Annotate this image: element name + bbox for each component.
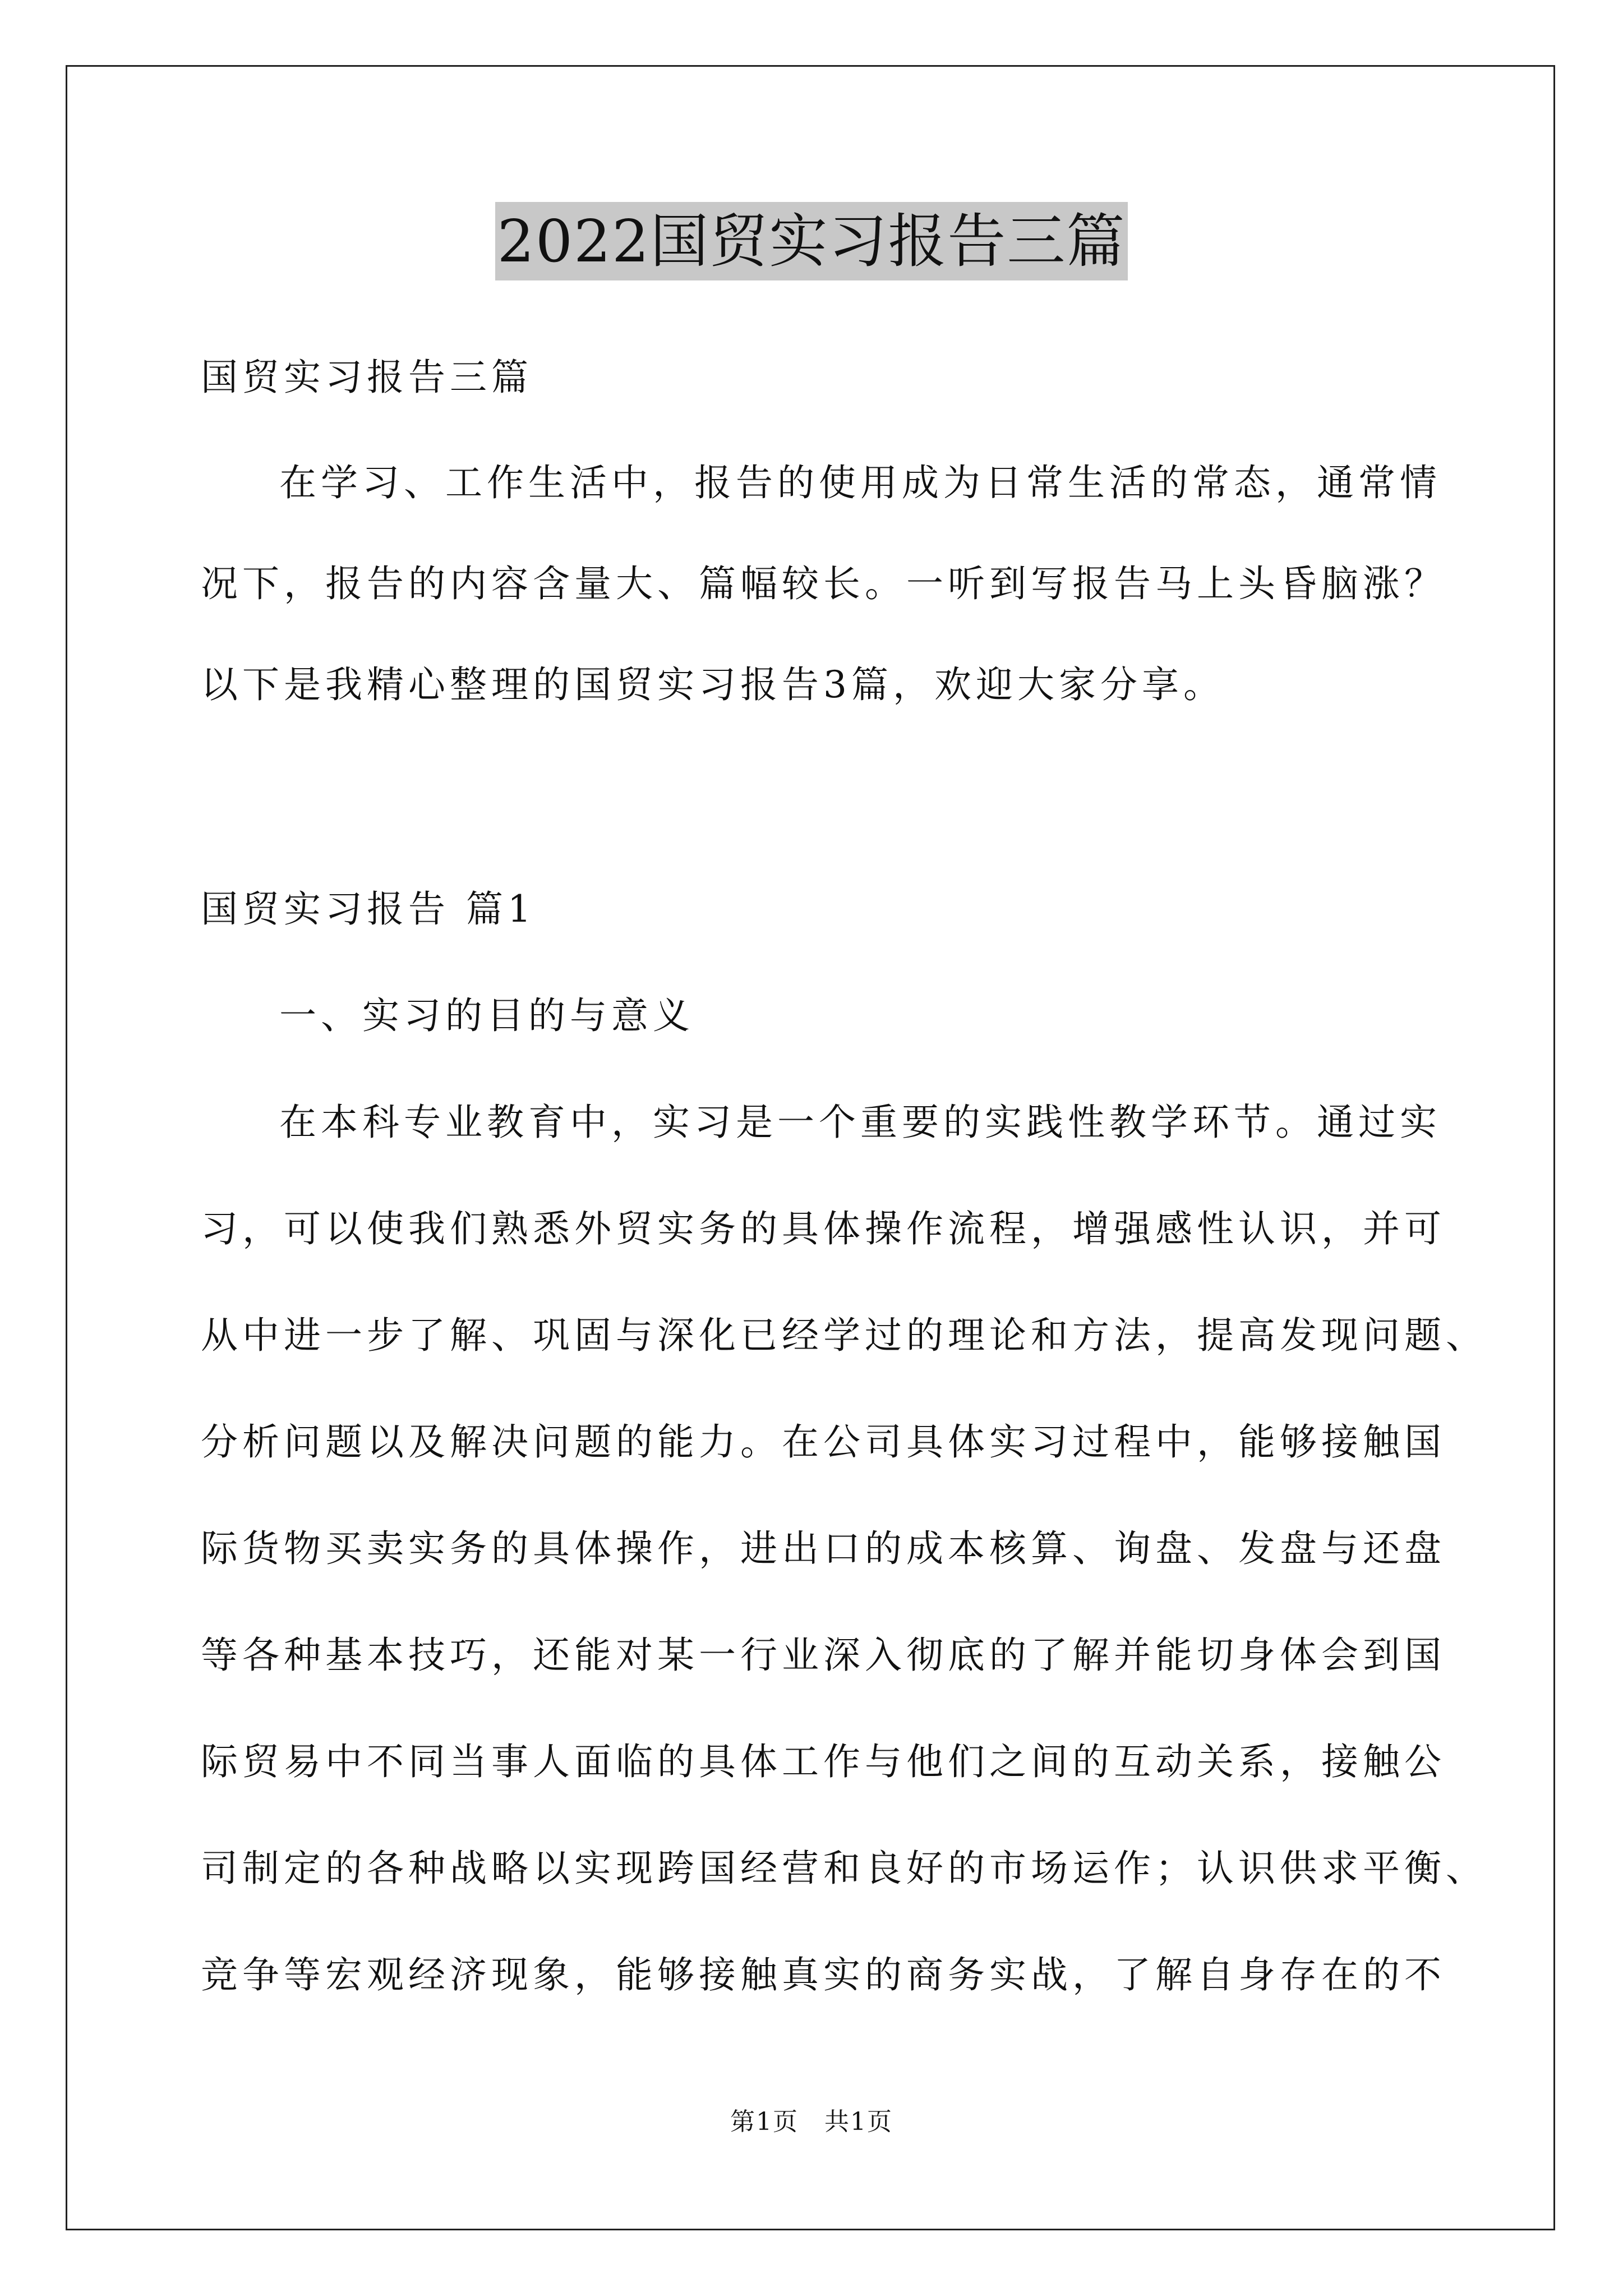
subsection-heading: 一、实习的目的与意义 bbox=[279, 994, 694, 1037]
body-line-6: 等各种基本技巧，还能对某一行业深入彻底的了解并能切身体会到国 bbox=[201, 1634, 1446, 1677]
section-heading: 国贸实习报告 篇1 bbox=[201, 887, 536, 931]
title-container bbox=[0, 202, 1623, 280]
document-subtitle: 国贸实习报告三篇 bbox=[201, 356, 533, 399]
body-line-2: 习，可以使我们熟悉外贸实务的具体操作流程，增强感性认识，并可 bbox=[201, 1207, 1446, 1250]
intro-line-3: 以下是我精心整理的国贸实习报告3篇，欢迎大家分享。 bbox=[201, 663, 1225, 706]
document-title: 2022国贸实习报告三篇 bbox=[495, 202, 1128, 280]
page-number-footer: 第1页 共1页 bbox=[730, 2108, 893, 2136]
body-line-8: 司制定的各种战略以实现跨国经营和良好的市场运作；认识供求平衡、 bbox=[201, 1847, 1487, 1890]
body-line-1: 在本科专业教育中，实习是一个重要的实践性教学环节。通过实 bbox=[279, 1101, 1441, 1144]
intro-line-1: 在学习、工作生活中，报告的使用成为日常生活的常态，通常情 bbox=[279, 461, 1441, 504]
body-line-5: 际货物买卖实务的具体操作，进出口的成本核算、询盘、发盘与还盘 bbox=[201, 1527, 1446, 1570]
body-line-3: 从中进一步了解、巩固与深化已经学过的理论和方法，提高发现问题、 bbox=[201, 1314, 1487, 1357]
intro-line-2: 况下，报告的内容含量大、篇幅较长。一听到写报告马上头昏脑涨？ bbox=[201, 562, 1446, 605]
body-line-7: 际贸易中不同当事人面临的具体工作与他们之间的互动关系，接触公 bbox=[201, 1740, 1446, 1783]
body-line-9: 竞争等宏观经济现象，能够接触真实的商务实战，了解自身存在的不 bbox=[201, 1953, 1446, 1996]
body-line-4: 分析问题以及解决问题的能力。在公司具体实习过程中，能够接触国 bbox=[201, 1420, 1446, 1464]
